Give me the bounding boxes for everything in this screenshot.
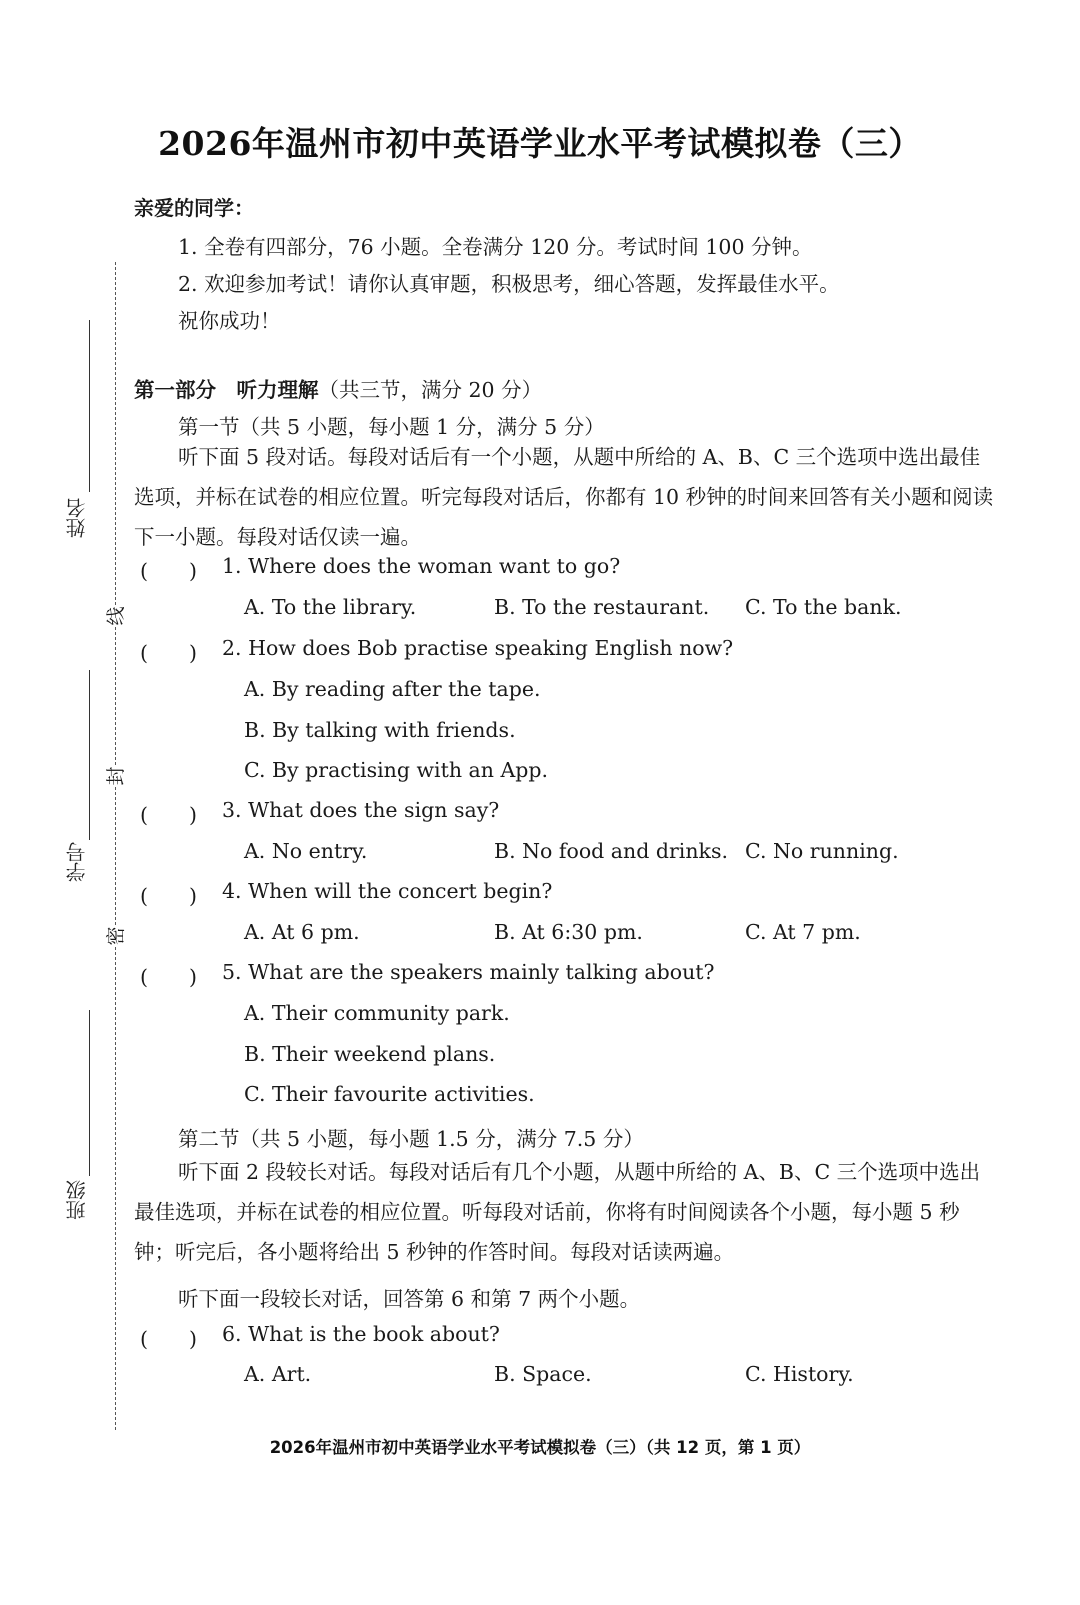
question-6: 6. What is the book about? [222, 1322, 500, 1346]
answer-paren[interactable]: ( ) [140, 641, 197, 665]
question-3: 3. What does the sign say? [222, 798, 500, 822]
q6-option-a[interactable]: A. Art. [244, 1362, 312, 1386]
q4-option-c[interactable]: C. At 7 pm. [745, 920, 861, 944]
answer-paren[interactable]: ( ) [140, 559, 197, 583]
greeting: 亲爱的同学： [134, 196, 254, 220]
seal-line-char: 线 [105, 606, 127, 626]
q2-option-a[interactable]: A. By reading after the tape. [244, 677, 541, 701]
q4-option-b[interactable]: B. At 6:30 pm. [494, 920, 643, 944]
section1-instructions: 听下面 5 段对话。每段对话后有一个小题，从题中所给的 A、B、C 三个选项中选出最佳选项，并标在试卷的相应位置。听完每段对话后，你都有 10 秒钟的时间来回答有关小题和阅读下一小题。每段对话仅读一遍。 [134, 445, 994, 549]
answer-paren[interactable]: ( ) [140, 965, 197, 989]
note-3: 祝你成功！ [178, 309, 281, 333]
question-4: 4. When will the concert begin? [222, 879, 553, 903]
q3-option-b[interactable]: B. No food and drinks. [494, 839, 729, 863]
part1-heading-row [134, 373, 542, 403]
question-1: 1. Where does the woman want to go? [222, 554, 621, 578]
q1-option-a[interactable]: A. To the library. [244, 595, 417, 619]
q4-option-a[interactable]: A. At 6 pm. [244, 920, 360, 944]
q1-option-b[interactable]: B. To the restaurant. [494, 595, 710, 619]
name-write-line [89, 320, 90, 492]
seal-seal-char: 封 [105, 766, 127, 786]
student-id-write-line [89, 670, 90, 840]
q2-option-c[interactable]: C. By practising with an App. [244, 758, 549, 782]
question-2: 2. How does Bob practise speaking English now? [222, 636, 734, 660]
dialogue-note: 听下面一段较长对话，回答第 6 和第 7 两个小题。 [178, 1287, 641, 1311]
answer-paren[interactable]: ( ) [140, 884, 197, 908]
q5-option-a[interactable]: A. Their community park. [244, 1001, 510, 1025]
section1-heading: 第一节（共 5 小题，每小题 1 分，满分 5 分） [178, 415, 605, 439]
binding-dashed-line [115, 262, 116, 1430]
page-footer: 2026年温州市初中英语学业水平考试模拟卷（三）（共 12 页，第 1 页） [269, 1438, 811, 1457]
answer-paren[interactable]: ( ) [140, 803, 197, 827]
part1-heading: 第一部分 听力理解 [134, 378, 319, 402]
section2-instructions: 听下面 2 段较长对话。每段对话后有几个小题，从题中所给的 A、B、C 三个选项中选出最佳选项，并标在试卷的相应位置。听每段对话前，你将有时间阅读各个小题，每小题 5 秒钟；听完后，各小题将给出 5 秒钟的作答时间。每段对话读两遍。 [134, 1160, 981, 1264]
q3-option-c[interactable]: C. No running. [745, 839, 899, 863]
student-id-label: 学号 [65, 842, 89, 882]
q1-option-c[interactable]: C. To the bank. [745, 595, 902, 619]
question-5: 5. What are the speakers mainly talking about? [222, 960, 715, 984]
name-label: 姓名 [65, 498, 89, 538]
seal-secret-char: 密 [105, 926, 127, 946]
answer-paren[interactable]: ( ) [140, 1327, 197, 1351]
class-write-line [89, 1010, 90, 1176]
q5-option-b[interactable]: B. Their weekend plans. [244, 1042, 496, 1066]
class-label: 班级 [65, 1180, 89, 1220]
exam-title: 2026年温州市初中英语学业水平考试模拟卷（三） [158, 124, 922, 163]
note-2: 2. 欢迎参加考试！请你认真审题，积极思考，细心答题，发挥最佳水平。 [178, 272, 840, 296]
part1-heading-note: （共三节，满分 20 分） [318, 378, 543, 402]
q3-option-a[interactable]: A. No entry. [244, 839, 368, 863]
section2-heading: 第二节（共 5 小题，每小题 1.5 分，满分 7.5 分） [178, 1127, 644, 1151]
q5-option-c[interactable]: C. Their favourite activities. [244, 1082, 535, 1106]
q2-option-b[interactable]: B. By talking with friends. [244, 718, 516, 742]
q6-option-b[interactable]: B. Space. [494, 1362, 592, 1386]
q6-option-c[interactable]: C. History. [745, 1362, 854, 1386]
note-1: 1. 全卷有四部分，76 小题。全卷满分 120 分。考试时间 100 分钟。 [178, 235, 813, 259]
